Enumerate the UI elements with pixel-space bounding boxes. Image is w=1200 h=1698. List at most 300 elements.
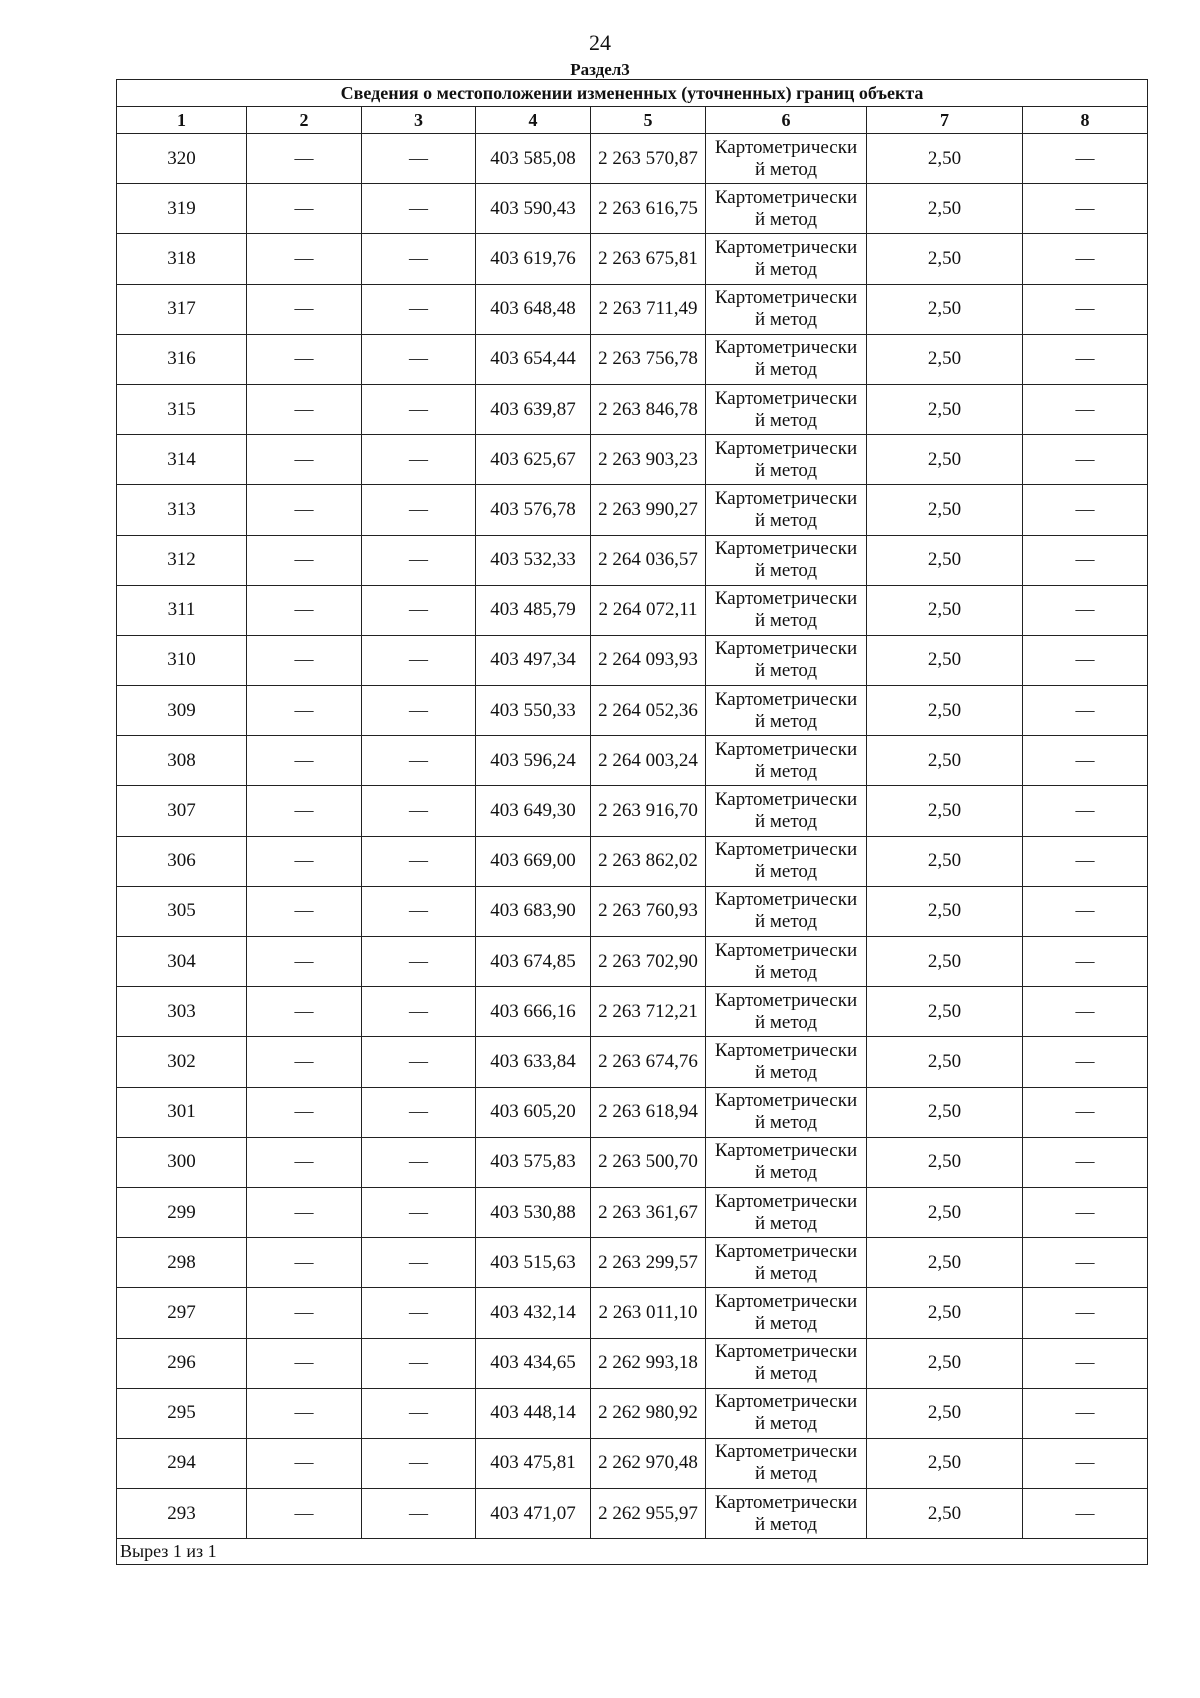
column-2-cell: — xyxy=(247,234,362,284)
table-row xyxy=(117,1288,1148,1338)
x-coordinate-cell: 403 585,08 xyxy=(476,134,591,184)
method-line-2: й метод xyxy=(754,1162,818,1184)
method-line-1: Картометрически xyxy=(714,588,858,610)
column-8-cell: — xyxy=(1023,535,1148,585)
table-row xyxy=(117,184,1148,234)
accuracy-cell: 2,50 xyxy=(867,1137,1023,1187)
column-3-cell: — xyxy=(362,987,476,1037)
x-coordinate-cell: 403 666,16 xyxy=(476,987,591,1037)
method-line-2: й метод xyxy=(754,1463,818,1485)
y-coordinate-cell: 2 264 036,57 xyxy=(591,535,706,585)
page-number: 24 xyxy=(589,30,611,55)
accuracy-cell: 2,50 xyxy=(867,786,1023,836)
column-3-cell: — xyxy=(362,1288,476,1338)
table-row xyxy=(117,585,1148,635)
accuracy-cell: 2,50 xyxy=(867,886,1023,936)
point-number-cell: 299 xyxy=(117,1187,247,1237)
y-coordinate-cell: 2 263 711,49 xyxy=(591,284,706,334)
method-line-2: й метод xyxy=(754,1513,818,1535)
table-row xyxy=(117,1338,1148,1388)
column-8-cell: — xyxy=(1023,435,1148,485)
table-row xyxy=(117,1037,1148,1087)
column-2-cell: — xyxy=(247,987,362,1037)
accuracy-cell: 2,50 xyxy=(867,736,1023,786)
table-row xyxy=(117,635,1148,685)
column-8-cell: — xyxy=(1023,134,1148,184)
y-coordinate-cell: 2 262 980,92 xyxy=(591,1388,706,1438)
method-cell xyxy=(706,1388,867,1438)
method-line-2: й метод xyxy=(754,509,818,531)
x-coordinate-cell: 403 648,48 xyxy=(476,284,591,334)
column-8-cell: — xyxy=(1023,1037,1148,1087)
point-number-cell: 317 xyxy=(117,284,247,334)
x-coordinate-cell: 403 432,14 xyxy=(476,1288,591,1338)
x-coordinate-cell: 403 625,67 xyxy=(476,435,591,485)
column-3-cell: — xyxy=(362,284,476,334)
method-line-1: Картометрически xyxy=(714,1190,858,1212)
method-line-2: й метод xyxy=(754,560,818,582)
table-row xyxy=(117,284,1148,334)
point-number-cell: 303 xyxy=(117,987,247,1037)
point-number-cell: 302 xyxy=(117,1037,247,1087)
table-body xyxy=(117,134,1148,1539)
y-coordinate-cell: 2 263 011,10 xyxy=(591,1288,706,1338)
column-8-cell: — xyxy=(1023,1187,1148,1237)
method-line-2: й метод xyxy=(754,459,818,481)
column-2-cell: — xyxy=(247,1238,362,1288)
table-row xyxy=(117,686,1148,736)
x-coordinate-cell: 403 434,65 xyxy=(476,1338,591,1388)
table-row xyxy=(117,435,1148,485)
x-coordinate-cell: 403 497,34 xyxy=(476,635,591,685)
method-line-1: Картометрически xyxy=(714,738,858,760)
column-2-cell: — xyxy=(247,736,362,786)
column-8-cell: — xyxy=(1023,886,1148,936)
x-coordinate-cell: 403 471,07 xyxy=(476,1489,591,1539)
point-number-cell: 311 xyxy=(117,585,247,635)
column-8-cell: — xyxy=(1023,1087,1148,1137)
column-8-cell: — xyxy=(1023,485,1148,535)
method-cell xyxy=(706,1137,867,1187)
column-3-cell: — xyxy=(362,1238,476,1288)
y-coordinate-cell: 2 263 712,21 xyxy=(591,987,706,1037)
table-row xyxy=(117,334,1148,384)
column-2-cell: — xyxy=(247,886,362,936)
accuracy-cell: 2,50 xyxy=(867,184,1023,234)
column-3-cell: — xyxy=(362,1489,476,1539)
column-3-cell: — xyxy=(362,485,476,535)
table-row xyxy=(117,485,1148,535)
table-row xyxy=(117,384,1148,434)
method-line-2: й метод xyxy=(754,710,818,732)
column-8-cell: — xyxy=(1023,686,1148,736)
column-3-cell: — xyxy=(362,736,476,786)
y-coordinate-cell: 2 263 846,78 xyxy=(591,384,706,434)
accuracy-cell: 2,50 xyxy=(867,1087,1023,1137)
column-2-cell: — xyxy=(247,585,362,635)
column-2-cell: — xyxy=(247,937,362,987)
accuracy-cell: 2,50 xyxy=(867,234,1023,284)
column-3-cell: — xyxy=(362,1137,476,1187)
method-cell xyxy=(706,384,867,434)
column-8-cell: — xyxy=(1023,1438,1148,1488)
point-number-cell: 295 xyxy=(117,1388,247,1438)
point-number-cell: 319 xyxy=(117,184,247,234)
method-line-1: Картометрически xyxy=(714,1039,858,1061)
method-line-2: й метод xyxy=(754,861,818,883)
point-number-cell: 318 xyxy=(117,234,247,284)
point-number-cell: 316 xyxy=(117,334,247,384)
y-coordinate-cell: 2 263 570,87 xyxy=(591,134,706,184)
x-coordinate-cell: 403 530,88 xyxy=(476,1187,591,1237)
column-3-cell: — xyxy=(362,1037,476,1087)
method-cell xyxy=(706,686,867,736)
method-cell xyxy=(706,1489,867,1539)
accuracy-cell: 2,50 xyxy=(867,435,1023,485)
column-3-cell: — xyxy=(362,786,476,836)
x-coordinate-cell: 403 575,83 xyxy=(476,1137,591,1187)
column-8-cell: — xyxy=(1023,786,1148,836)
method-line-1: Картометрически xyxy=(714,1240,858,1262)
method-line-2: й метод xyxy=(754,911,818,933)
method-line-1: Картометрически xyxy=(714,287,858,309)
point-number-cell: 301 xyxy=(117,1087,247,1137)
method-line-2: й метод xyxy=(754,1262,818,1284)
column-header-row xyxy=(117,107,1148,134)
column-8-cell: — xyxy=(1023,1338,1148,1388)
x-coordinate-cell: 403 475,81 xyxy=(476,1438,591,1488)
column-2-cell: — xyxy=(247,134,362,184)
table-row xyxy=(117,134,1148,184)
column-2-cell: — xyxy=(247,284,362,334)
y-coordinate-cell: 2 262 993,18 xyxy=(591,1338,706,1388)
point-number-cell: 298 xyxy=(117,1238,247,1288)
column-2-cell: — xyxy=(247,334,362,384)
table-row xyxy=(117,937,1148,987)
y-coordinate-cell: 2 263 756,78 xyxy=(591,334,706,384)
y-coordinate-cell: 2 263 760,93 xyxy=(591,886,706,936)
column-2-cell: — xyxy=(247,1388,362,1438)
column-8-cell: — xyxy=(1023,987,1148,1037)
method-line-1: Картометрически xyxy=(714,1441,858,1463)
method-line-2: й метод xyxy=(754,1112,818,1134)
table-row xyxy=(117,1238,1148,1288)
y-coordinate-cell: 2 262 955,97 xyxy=(591,1489,706,1539)
method-cell xyxy=(706,284,867,334)
column-3-cell: — xyxy=(362,635,476,685)
method-line-2: й метод xyxy=(754,1413,818,1435)
column-8-cell: — xyxy=(1023,585,1148,635)
column-3-cell: — xyxy=(362,1388,476,1438)
method-cell xyxy=(706,234,867,284)
y-coordinate-cell: 2 263 702,90 xyxy=(591,937,706,987)
method-line-1: Картометрически xyxy=(714,1090,858,1112)
column-2-cell: — xyxy=(247,485,362,535)
column-3-cell: — xyxy=(362,1187,476,1237)
accuracy-cell: 2,50 xyxy=(867,836,1023,886)
x-coordinate-cell: 403 649,30 xyxy=(476,786,591,836)
coordinates-table xyxy=(116,79,1148,1565)
column-3-cell: — xyxy=(362,134,476,184)
method-line-1: Картометрически xyxy=(714,437,858,459)
point-number-cell: 296 xyxy=(117,1338,247,1388)
method-cell xyxy=(706,535,867,585)
x-coordinate-cell: 403 576,78 xyxy=(476,485,591,535)
column-2-cell: — xyxy=(247,435,362,485)
table-row xyxy=(117,1187,1148,1237)
column-header-4: 4 xyxy=(476,107,591,134)
column-8-cell: — xyxy=(1023,1388,1148,1438)
method-line-1: Картометрически xyxy=(714,939,858,961)
x-coordinate-cell: 403 683,90 xyxy=(476,886,591,936)
method-line-1: Картометрически xyxy=(714,387,858,409)
method-cell xyxy=(706,1338,867,1388)
method-cell xyxy=(706,1187,867,1237)
y-coordinate-cell: 2 263 990,27 xyxy=(591,485,706,535)
accuracy-cell: 2,50 xyxy=(867,1489,1023,1539)
column-2-cell: — xyxy=(247,184,362,234)
y-coordinate-cell: 2 264 093,93 xyxy=(591,635,706,685)
point-number-cell: 310 xyxy=(117,635,247,685)
accuracy-cell: 2,50 xyxy=(867,1338,1023,1388)
x-coordinate-cell: 403 448,14 xyxy=(476,1388,591,1438)
accuracy-cell: 2,50 xyxy=(867,987,1023,1037)
method-line-1: Картометрически xyxy=(714,638,858,660)
method-line-1: Картометрически xyxy=(714,136,858,158)
point-number-cell: 308 xyxy=(117,736,247,786)
column-3-cell: — xyxy=(362,384,476,434)
method-line-2: й метод xyxy=(754,1011,818,1033)
accuracy-cell: 2,50 xyxy=(867,1388,1023,1438)
table-row xyxy=(117,234,1148,284)
column-2-cell: — xyxy=(247,786,362,836)
column-header-6: 6 xyxy=(706,107,867,134)
x-coordinate-cell: 403 619,76 xyxy=(476,234,591,284)
accuracy-cell: 2,50 xyxy=(867,535,1023,585)
method-line-2: й метод xyxy=(754,610,818,632)
table-row xyxy=(117,1388,1148,1438)
column-2-cell: — xyxy=(247,1037,362,1087)
method-cell xyxy=(706,1288,867,1338)
table-row xyxy=(117,736,1148,786)
column-3-cell: — xyxy=(362,334,476,384)
method-line-1: Картометрически xyxy=(714,1290,858,1312)
column-header-2: 2 xyxy=(247,107,362,134)
method-line-1: Картометрически xyxy=(714,789,858,811)
point-number-cell: 294 xyxy=(117,1438,247,1488)
method-line-1: Картометрически xyxy=(714,487,858,509)
method-line-1: Картометрически xyxy=(714,1140,858,1162)
column-2-cell: — xyxy=(247,1137,362,1187)
accuracy-cell: 2,50 xyxy=(867,585,1023,635)
column-3-cell: — xyxy=(362,184,476,234)
method-cell xyxy=(706,435,867,485)
column-3-cell: — xyxy=(362,836,476,886)
accuracy-cell: 2,50 xyxy=(867,1438,1023,1488)
method-line-2: й метод xyxy=(754,309,818,331)
method-line-1: Картометрически xyxy=(714,1391,858,1413)
x-coordinate-cell: 403 605,20 xyxy=(476,1087,591,1137)
point-number-cell: 306 xyxy=(117,836,247,886)
column-header-7: 7 xyxy=(867,107,1023,134)
method-line-2: й метод xyxy=(754,1312,818,1334)
method-line-1: Картометрически xyxy=(714,1491,858,1513)
method-cell xyxy=(706,987,867,1037)
accuracy-cell: 2,50 xyxy=(867,1187,1023,1237)
x-coordinate-cell: 403 515,63 xyxy=(476,1238,591,1288)
y-coordinate-cell: 2 263 675,81 xyxy=(591,234,706,284)
method-line-2: й метод xyxy=(754,208,818,230)
y-coordinate-cell: 2 263 916,70 xyxy=(591,786,706,836)
column-3-cell: — xyxy=(362,1338,476,1388)
x-coordinate-cell: 403 639,87 xyxy=(476,384,591,434)
column-2-cell: — xyxy=(247,1438,362,1488)
x-coordinate-cell: 403 654,44 xyxy=(476,334,591,384)
method-line-1: Картометрически xyxy=(714,236,858,258)
method-cell xyxy=(706,1238,867,1288)
column-8-cell: — xyxy=(1023,937,1148,987)
column-3-cell: — xyxy=(362,234,476,284)
table-row xyxy=(117,1489,1148,1539)
method-cell xyxy=(706,1438,867,1488)
column-8-cell: — xyxy=(1023,1288,1148,1338)
x-coordinate-cell: 403 674,85 xyxy=(476,937,591,987)
point-number-cell: 300 xyxy=(117,1137,247,1187)
y-coordinate-cell: 2 263 500,70 xyxy=(591,1137,706,1187)
y-coordinate-cell: 2 264 003,24 xyxy=(591,736,706,786)
accuracy-cell: 2,50 xyxy=(867,485,1023,535)
table-row xyxy=(117,535,1148,585)
column-8-cell: — xyxy=(1023,184,1148,234)
column-3-cell: — xyxy=(362,886,476,936)
x-coordinate-cell: 403 590,43 xyxy=(476,184,591,234)
column-2-cell: — xyxy=(247,1288,362,1338)
column-2-cell: — xyxy=(247,635,362,685)
x-coordinate-cell: 403 669,00 xyxy=(476,836,591,886)
x-coordinate-cell: 403 485,79 xyxy=(476,585,591,635)
method-line-2: й метод xyxy=(754,409,818,431)
method-cell xyxy=(706,1087,867,1137)
method-line-1: Картометрически xyxy=(714,688,858,710)
method-cell xyxy=(706,937,867,987)
method-cell xyxy=(706,134,867,184)
table-row xyxy=(117,886,1148,936)
point-number-cell: 293 xyxy=(117,1489,247,1539)
method-line-2: й метод xyxy=(754,158,818,180)
column-3-cell: — xyxy=(362,937,476,987)
column-2-cell: — xyxy=(247,535,362,585)
column-8-cell: — xyxy=(1023,384,1148,434)
method-cell xyxy=(706,184,867,234)
column-2-cell: — xyxy=(247,1338,362,1388)
method-cell xyxy=(706,635,867,685)
y-coordinate-cell: 2 263 299,57 xyxy=(591,1238,706,1288)
method-line-2: й метод xyxy=(754,359,818,381)
column-3-cell: — xyxy=(362,435,476,485)
column-8-cell: — xyxy=(1023,1238,1148,1288)
column-8-cell: — xyxy=(1023,284,1148,334)
method-cell xyxy=(706,334,867,384)
point-number-cell: 320 xyxy=(117,134,247,184)
section-title: Раздел3 xyxy=(570,60,630,79)
accuracy-cell: 2,50 xyxy=(867,686,1023,736)
table-row xyxy=(117,1087,1148,1137)
point-number-cell: 307 xyxy=(117,786,247,836)
column-8-cell: — xyxy=(1023,234,1148,284)
y-coordinate-cell: 2 263 903,23 xyxy=(591,435,706,485)
method-line-1: Картометрически xyxy=(714,186,858,208)
method-line-2: й метод xyxy=(754,811,818,833)
method-line-1: Картометрически xyxy=(714,839,858,861)
column-8-cell: — xyxy=(1023,1137,1148,1187)
y-coordinate-cell: 2 263 361,67 xyxy=(591,1187,706,1237)
accuracy-cell: 2,50 xyxy=(867,384,1023,434)
column-header-8: 8 xyxy=(1023,107,1148,134)
accuracy-cell: 2,50 xyxy=(867,334,1023,384)
method-cell xyxy=(706,585,867,635)
point-number-cell: 314 xyxy=(117,435,247,485)
column-3-cell: — xyxy=(362,686,476,736)
column-3-cell: — xyxy=(362,585,476,635)
method-line-2: й метод xyxy=(754,1061,818,1083)
column-8-cell: — xyxy=(1023,635,1148,685)
y-coordinate-cell: 2 264 052,36 xyxy=(591,686,706,736)
column-8-cell: — xyxy=(1023,736,1148,786)
x-coordinate-cell: 403 596,24 xyxy=(476,736,591,786)
method-cell xyxy=(706,886,867,936)
method-line-2: й метод xyxy=(754,660,818,682)
accuracy-cell: 2,50 xyxy=(867,284,1023,334)
method-cell xyxy=(706,786,867,836)
point-number-cell: 304 xyxy=(117,937,247,987)
method-line-2: й метод xyxy=(754,961,818,983)
column-2-cell: — xyxy=(247,836,362,886)
column-2-cell: — xyxy=(247,1187,362,1237)
method-line-2: й метод xyxy=(754,258,818,280)
x-coordinate-cell: 403 633,84 xyxy=(476,1037,591,1087)
method-cell xyxy=(706,836,867,886)
y-coordinate-cell: 2 264 072,11 xyxy=(591,585,706,635)
method-line-1: Картометрически xyxy=(714,1341,858,1363)
method-line-2: й метод xyxy=(754,1363,818,1385)
column-2-cell: — xyxy=(247,1489,362,1539)
point-number-cell: 309 xyxy=(117,686,247,736)
table-row xyxy=(117,987,1148,1037)
table-row xyxy=(117,1438,1148,1488)
method-cell xyxy=(706,485,867,535)
accuracy-cell: 2,50 xyxy=(867,1238,1023,1288)
y-coordinate-cell: 2 263 616,75 xyxy=(591,184,706,234)
table-row xyxy=(117,1137,1148,1187)
accuracy-cell: 2,50 xyxy=(867,1288,1023,1338)
method-cell xyxy=(706,1037,867,1087)
column-2-cell: — xyxy=(247,384,362,434)
method-cell xyxy=(706,736,867,786)
method-line-2: й метод xyxy=(754,760,818,782)
method-line-1: Картометрически xyxy=(714,337,858,359)
y-coordinate-cell: 2 263 618,94 xyxy=(591,1087,706,1137)
point-number-cell: 313 xyxy=(117,485,247,535)
method-line-1: Картометрически xyxy=(714,538,858,560)
y-coordinate-cell: 2 263 862,02 xyxy=(591,836,706,886)
column-3-cell: — xyxy=(362,1438,476,1488)
method-line-2: й метод xyxy=(754,1212,818,1234)
x-coordinate-cell: 403 550,33 xyxy=(476,686,591,736)
column-2-cell: — xyxy=(247,686,362,736)
column-3-cell: — xyxy=(362,1087,476,1137)
accuracy-cell: 2,50 xyxy=(867,134,1023,184)
point-number-cell: 305 xyxy=(117,886,247,936)
